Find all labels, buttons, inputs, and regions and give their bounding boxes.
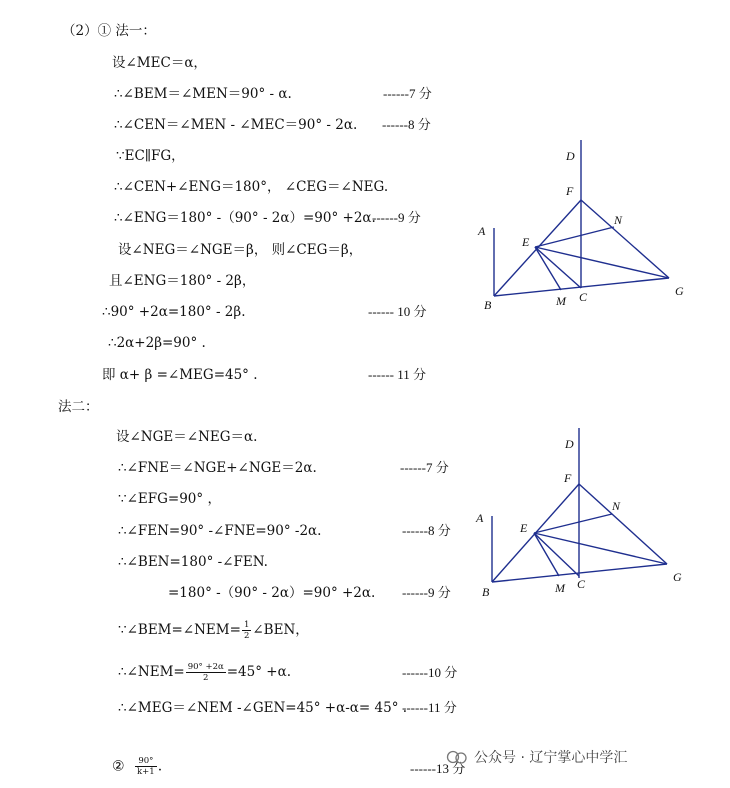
m1-line-9: ∴90° +2α=180° - 2β. [102, 304, 246, 320]
m2-line-9: ∴∠MEG＝∠NEM -∠GEN=45° +α-α= 45° . [118, 700, 408, 716]
m1-line-8: 且∠ENG＝180° - 2β， [109, 273, 256, 289]
m2-line-6: =180° -（90° - 2α）=90° +2α. [168, 585, 376, 601]
m2-score-11: ------11 分 [402, 700, 457, 715]
fig2-label-c: C [577, 577, 586, 591]
m1-line-11: 即 α+ β =∠MEG=45° . [102, 367, 258, 383]
m2-line-2: ∴∠FNE＝∠NGE+∠NGE＝2α. [118, 460, 317, 476]
fig2-label-g: G [673, 570, 682, 584]
watermark: 公众号 · 辽宁掌心中学汇 [446, 747, 627, 767]
m2-line-3: ∵∠EFG=90° ， [118, 491, 221, 507]
fraction-half: $\frac{1}{2}$ [243, 620, 250, 641]
m1-score-9: ------9 分 [372, 210, 421, 225]
m1-line-4: ∵EC∥FG， [116, 148, 185, 164]
fig1-label-c: C [579, 290, 588, 304]
m1-line-10: ∴2α+2β=90° . [108, 335, 206, 351]
m2-line-8: ∴∠NEM= $\frac{90^\circ +2\alpha}{2}$ =45° +α. [118, 662, 292, 683]
part-label: （2）① 法一： [62, 23, 156, 39]
fig2-label-e: E [520, 521, 528, 535]
fig1-label-g: G [675, 284, 684, 298]
fig1-label-n: N [614, 213, 623, 227]
method2-label: 法二： [58, 399, 99, 415]
m2-line-1: 设∠NGE＝∠NEG＝α. [116, 429, 258, 445]
fig1-label-b: B [484, 298, 492, 312]
fig2-label-d: D [565, 437, 574, 451]
fig1-label-a: A [478, 224, 486, 238]
fig2-label-m: M [555, 581, 565, 595]
fig1-label-e: E [522, 235, 530, 249]
m2-line-7: ∵∠BEM=∠NEM= $\frac{1}{2}$ ∠BEN， [118, 620, 309, 641]
m1-score-7: ------7 分 [383, 86, 432, 101]
part2-score-13: ------13 分 [410, 761, 466, 776]
m1-line-2: ∴∠BEM＝∠MEN＝90° - α. [114, 86, 292, 102]
m2-score-7: ------7 分 [400, 460, 449, 475]
m1-score-10: ------ 10 分 [368, 304, 427, 319]
geometry-figure-1 [470, 138, 710, 328]
fig1-label-f: F [566, 184, 574, 198]
m1-line-3: ∴∠CEN＝∠MEN - ∠MEC＝90° - 2α. [114, 117, 358, 133]
fig2-label-f: F [564, 471, 572, 485]
wechat-icon [446, 750, 468, 764]
m1-line-7: 设∠NEG＝∠NGE＝β， 则∠CEG＝β， [118, 242, 363, 258]
fig1-label-m: M [556, 294, 566, 308]
m2-score-10: ------10 分 [402, 665, 458, 680]
m2-line-5: ∴∠BEN=180° -∠FEN. [118, 554, 268, 570]
fig2-label-a: A [476, 511, 484, 525]
m1-score-11: ------ 11 分 [368, 367, 426, 382]
fig2-label-n: N [612, 499, 621, 513]
fig2-label-b: B [482, 585, 490, 599]
m1-score-8: ------8 分 [382, 117, 431, 132]
fig1-label-d: D [566, 149, 575, 163]
m2-line-4: ∴∠FEN=90° -∠FNE=90° -2α. [118, 523, 322, 539]
fraction-nem: $\frac{90^\circ +2\alpha}{2}$ [187, 662, 224, 683]
part2-answer: ② $\frac{90^\circ}{k+1}$ . [112, 756, 163, 777]
geometry-figure-2 [470, 426, 710, 616]
m2-score-8: ------8 分 [402, 523, 451, 538]
fraction-answer: $\frac{90^\circ}{k+1}$ [137, 756, 155, 777]
m1-line-6: ∴∠ENG＝180° -（90° - 2α）=90° +2α. [114, 210, 376, 226]
m1-line-5: ∴∠CEN+∠ENG＝180°， ∠CEG＝∠NEG. [114, 179, 389, 195]
m2-score-9: ------9 分 [402, 585, 451, 600]
m1-line-1: 设∠MEC＝α， [112, 55, 207, 71]
